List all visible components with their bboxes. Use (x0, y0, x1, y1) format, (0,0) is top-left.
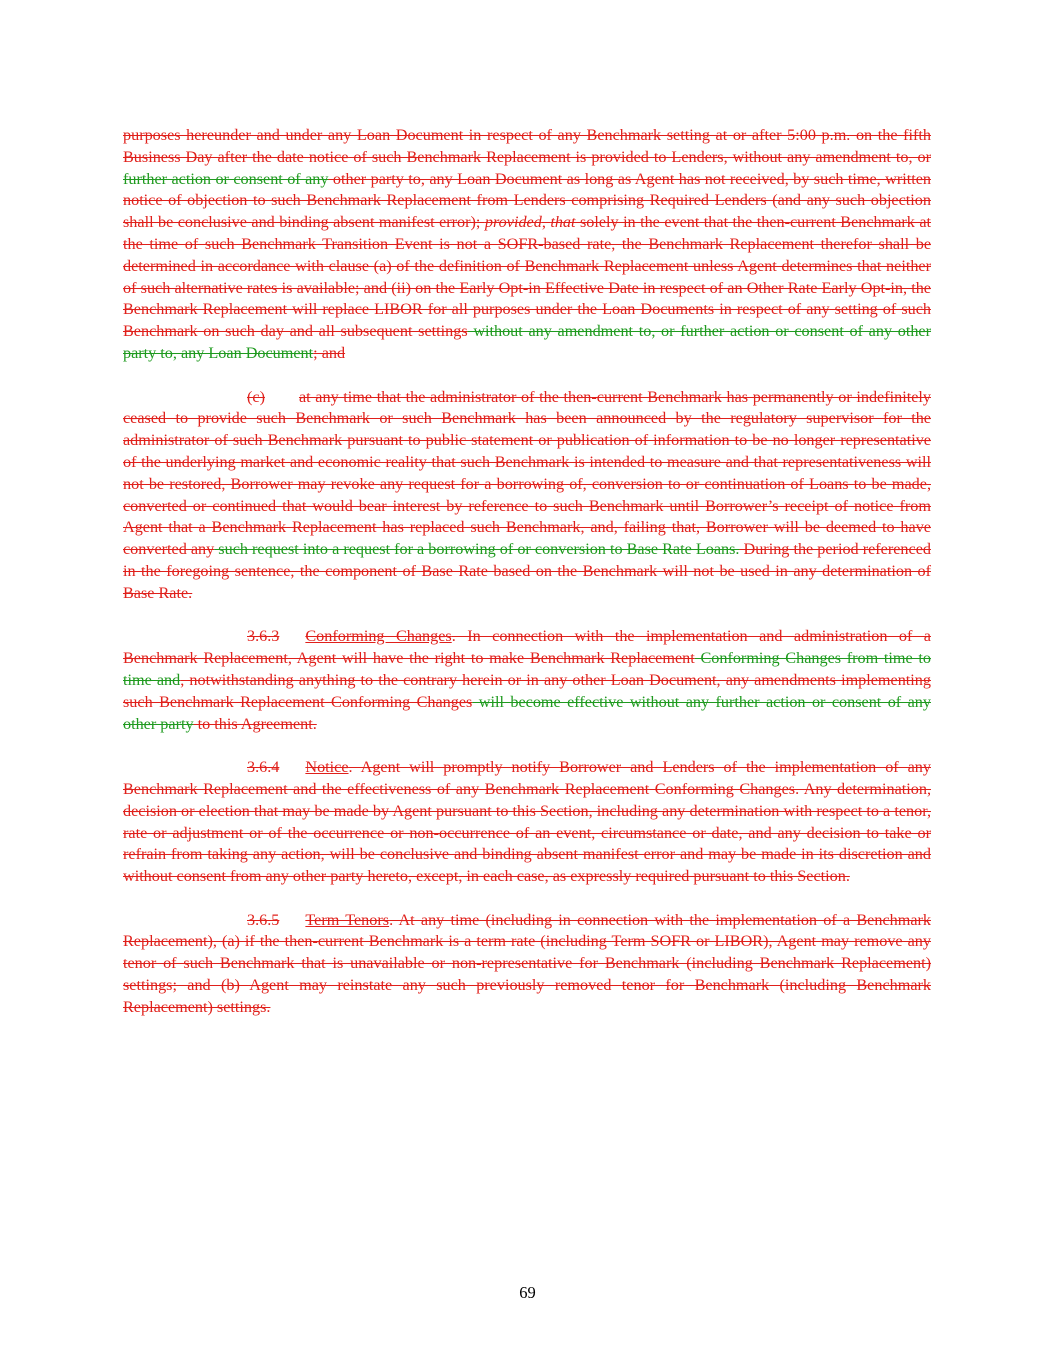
section-heading: Term Tenors (305, 910, 390, 929)
moved-text: such request into a request for a borrowing of or conversion to Base Rate Loans. (214, 540, 740, 559)
deleted-text: at any time that the administrator of the then-current Benchmark has permanently or indefinitely ceased to provide such Benchmark or such Benchmark has been announced by the regulatory supervisor for the administrator of such Benchmark pursuant to public statement or publication of information to be no longer representative of the underlying market and economic reality that such Benchmark is intended to measure and that representativeness will not be restored, Borrower may revoke any request for a borrowing of, conversion to or continuation of Loans to be made, converted or continued that would bear interest by reference to such Benchmark until Borrower’s receipt of notice from Agent that a Benchmark Replacement has replaced such Benchmark, and, failing that, Borrower will be deemed to have converted any (123, 387, 931, 559)
section-3-6-3 (123, 626, 931, 735)
deleted-text: , notwithstanding anything to the contrary herein or in any other Loan Document, any amendments implementing such Benchmark Replacement Conforming Changes (123, 670, 931, 711)
moved-text: without any amendment to, or further action or consent of any other party to, any Loan Document (123, 322, 932, 362)
moved-text: Conforming Changes from time to time and (123, 649, 931, 689)
section-number: 3.6.3 (247, 627, 280, 646)
deleted-text: . At any time (including in connection with the implementation of a Benchmark Replacement), (a) if the then-current Benchmark is a term rate (including Term SOFR or LIBOR), Agent may remove any tenor of such Benchmark that is unavailable or non-representative for Benchmark (including Benchmark Replacement) settings; and (b) Agent may reinstate any such previously removed tenor for Benchmark (including Benchmark Replacement) settings. (123, 910, 931, 1016)
deleted-italic-text: provided (484, 213, 542, 232)
deleted-text: ; and (313, 343, 346, 362)
page-number: 69 (519, 1283, 536, 1302)
moved-text: will become effective without any further action or consent of any other party (123, 692, 931, 733)
moved-text: further action or consent of any (123, 169, 329, 188)
deleted-text: During the period referenced in the foregoing sentence, the component of Base Rate based on the Benchmark will not be used in any determination of Base Rate. (123, 540, 931, 602)
section-number: 3.6.4 (247, 758, 280, 777)
section-number: 3.6.5 (247, 910, 280, 929)
section-3-6-4 (123, 757, 931, 888)
deleted-text: , (541, 213, 551, 232)
section-3-6-5 (123, 910, 931, 1019)
section-heading: Conforming Changes (305, 627, 452, 646)
deleted-text: other party to, any Loan Document as long as Agent has not received, by such time, written notice of objection to such Benchmark Replacement from Lenders comprising Required Lenders (and any such objection shall be conclusive and binding absent manifest error); (123, 169, 931, 232)
section-heading: Notice (305, 758, 349, 777)
deleted-text: purposes hereunder and under any Loan Document in respect of any Benchmark setting at or after 5:00 p.m. on the fifth Business Day after the date notice of such Benchmark Replacement is provided to Lenders, without any amendment to, or (123, 126, 931, 166)
deleted-text: to this Agreement. (193, 714, 317, 733)
paragraph-c (123, 387, 931, 605)
deleted-italic-text: that (550, 213, 576, 232)
deleted-text: solely in the event that the then-current Benchmark at the time of such Benchmark Transition Event is not a SOFR-based rate, the Benchmark Replacement therefor shall be determined in accordance with clause (a) of the definition of Benchmark Replacement unless Agent determines that neither of such alternative rates is available; and (ii) on the Early Opt-in Effective Date in respect of an Other Rate Early Opt-in, the Benchmark Replacement will replace LIBOR for all purposes under the Loan Documents in respect of any setting of such Benchmark on such day and all subsequent settings (123, 213, 932, 341)
deleted-text: . In connection with the implementation and administration of a Benchmark Replacement, Agent will have the right to make Benchmark Replacement (123, 627, 931, 668)
document-body (123, 125, 931, 1019)
deleted-text: . Agent will promptly notify Borrower and Lenders of the implementation of any Benchmark Replacement and the effectiveness of any Benchmark Replacement Conforming Changes. Any determination, decision or election that may be made by Agent pursuant to this Section, including any determination with respect to a tenor, rate or adjustment or of the occurrence or non-occurrence of an event, circumstance or date, and any decision to take or refrain from taking any action, will be conclusive and binding absent manifest error and may be made in its discretion and without consent from any other party hereto, except, in each case, as expressly required pursuant to this Section. (123, 758, 931, 886)
clause-label: (c) (247, 387, 265, 406)
paragraph-continuation (123, 125, 931, 365)
